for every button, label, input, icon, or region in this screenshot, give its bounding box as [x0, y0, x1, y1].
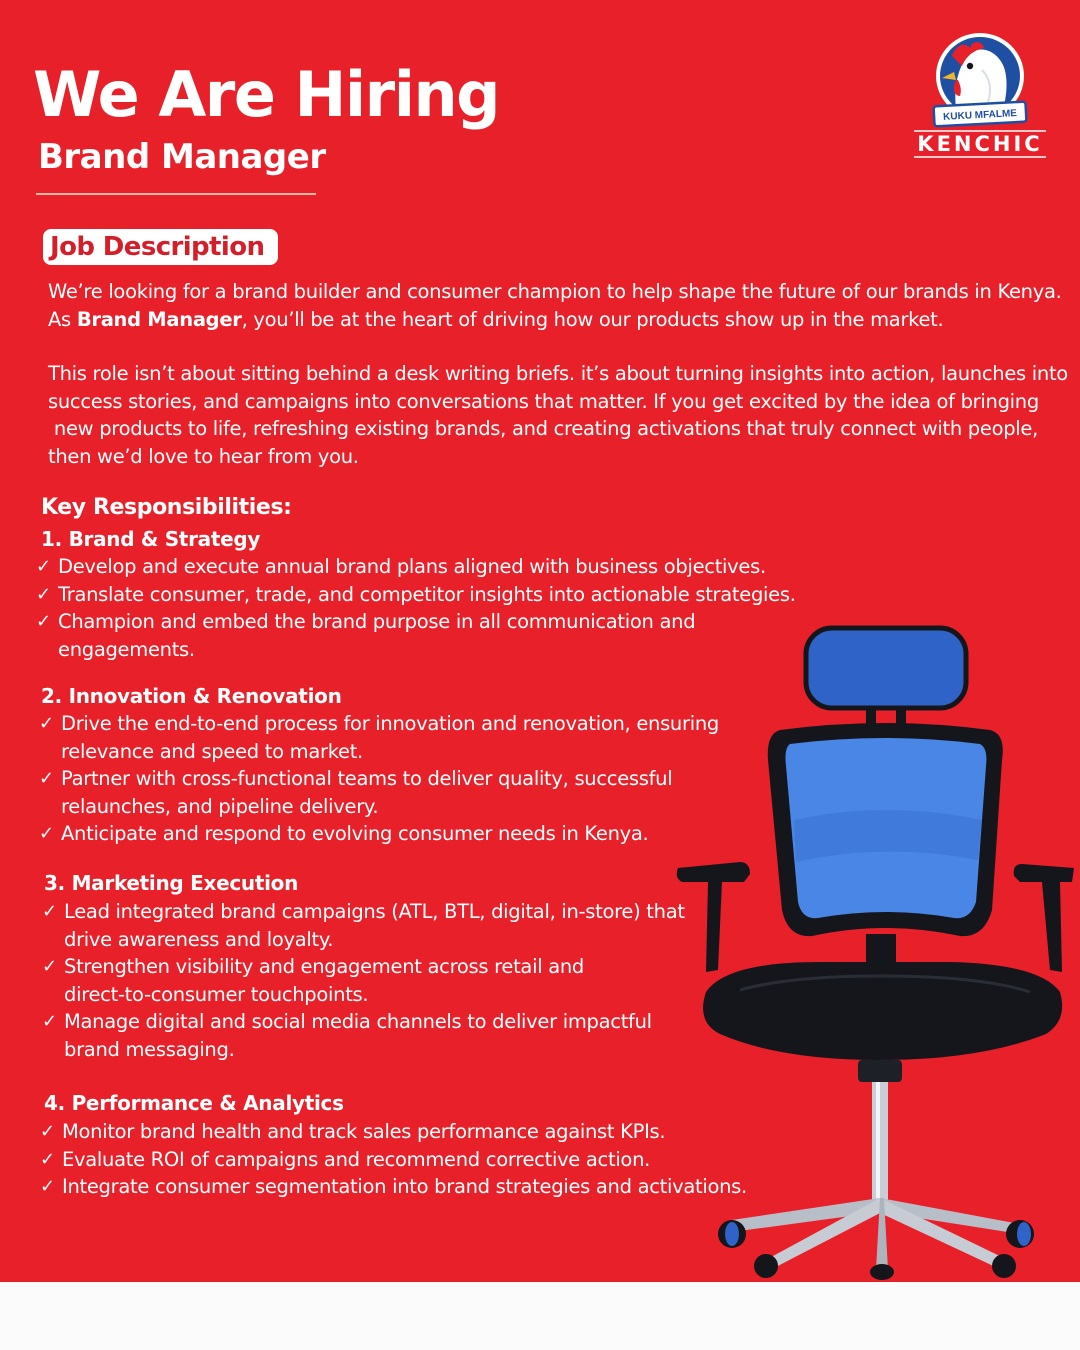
bullet-text: Evaluate ROI of campaigns and recommend corrective action.	[62, 1147, 651, 1171]
checkmark-icon: ✓	[36, 556, 51, 577]
section-title: 2. Innovation & Renovation	[41, 684, 342, 708]
bullet-text: Champion and embed the brand purpose in all communication and engagements.	[58, 610, 696, 661]
checkmark-icon: ✓	[40, 1176, 55, 1198]
intro-line	[48, 306, 1078, 334]
job-description-label: Job Description	[43, 229, 278, 265]
role-line: new products to life, refreshing existing brands, and creating activations that truly connect with people,	[48, 417, 1038, 441]
bullet-text: Partner with cross-functional teams to deliver quality, successful relaunches, and pipeline delivery.	[61, 767, 673, 818]
bullet-item	[39, 710, 719, 765]
footer-bar	[0, 1282, 1080, 1350]
title-underline	[36, 193, 316, 195]
bullet-item	[40, 1173, 747, 1201]
section-title: 3. Marketing Execution	[44, 871, 299, 895]
role-line: success stories, and campaigns into conversations that matter. If you get excited by the idea of bringing	[48, 389, 1039, 413]
checkmark-icon: ✓	[36, 583, 51, 605]
bullet-text: Anticipate and respond to evolving consumer needs in Kenya.	[61, 822, 649, 846]
office-chair-icon	[670, 620, 1080, 1280]
intro-line: We’re looking for a brand builder and consumer champion to help shape the future of our brands in Kenya.	[48, 280, 1062, 303]
bullet-item	[39, 765, 719, 820]
logo-ribbon-text: KUKU MFALME	[942, 108, 1018, 123]
bullet-text: Manage digital and social media channels to deliver impactful brand messaging.	[64, 1010, 652, 1061]
checkmark-icon: ✓	[40, 1148, 55, 1170]
bullet-text: Monitor brand health and track sales performance against KPIs.	[62, 1120, 666, 1143]
bullet-text: Strengthen visibility and engagement across retail and direct-to-consumer touchpoints.	[64, 955, 585, 1006]
role-line: then we’d love to hear from you.	[48, 444, 359, 468]
role-paragraph	[48, 360, 1078, 470]
kenchic-logo	[912, 30, 1048, 160]
headline: We Are Hiring	[33, 58, 499, 131]
logo-brand-text: KENCHIC	[917, 132, 1043, 156]
checkmark-icon: ✓	[39, 713, 54, 734]
bullet-text: Integrate consumer segmentation into brand strategies and activations.	[62, 1175, 747, 1199]
bullet-text: Drive the end-to-end process for innovation and renovation, ensuring relevance and speed to market.	[61, 712, 719, 763]
bullet-list	[39, 710, 719, 848]
checkmark-icon: ✓	[42, 956, 57, 978]
bullet-item	[36, 553, 796, 581]
intro-text: As	[48, 307, 77, 331]
bullet-text: Lead integrated brand campaigns (ATL, BTL, digital, in-store) that drive awareness and loyalty.	[64, 900, 685, 951]
bullet-item	[39, 820, 719, 848]
bullet-text: Develop and execute annual brand plans aligned with business objectives.	[58, 555, 766, 578]
checkmark-icon: ✓	[36, 611, 51, 633]
role-line: This role isn’t about sitting behind a desk writing briefs. it’s about turning insights into action, launches into	[48, 362, 1068, 385]
role-emphasis: Brand Manager	[76, 307, 242, 331]
bullet-list	[42, 898, 685, 1064]
bullet-item	[36, 581, 796, 609]
checkmark-icon: ✓	[42, 901, 57, 922]
bullet-item	[40, 1118, 747, 1146]
bullet-item	[42, 1008, 685, 1063]
bullet-item	[40, 1146, 747, 1174]
intro-text: , you’ll be at the heart of driving how our products show up in the market.	[241, 307, 944, 331]
responsibilities-heading: Key Responsibilities:	[41, 495, 292, 520]
section-title: 4. Performance & Analytics	[44, 1091, 344, 1115]
bullet-item	[42, 953, 685, 1008]
checkmark-icon: ✓	[39, 768, 54, 790]
checkmark-icon: ✓	[40, 1121, 55, 1142]
job-title: Brand Manager	[38, 137, 326, 177]
intro-paragraph	[48, 278, 1078, 333]
checkmark-icon: ✓	[42, 1011, 57, 1033]
section-title: 1. Brand & Strategy	[41, 527, 261, 551]
bullet-item	[42, 898, 685, 953]
bullet-list	[40, 1118, 747, 1201]
bullet-text: Translate consumer, trade, and competitor insights into actionable strategies.	[58, 582, 796, 606]
checkmark-icon: ✓	[39, 823, 54, 845]
